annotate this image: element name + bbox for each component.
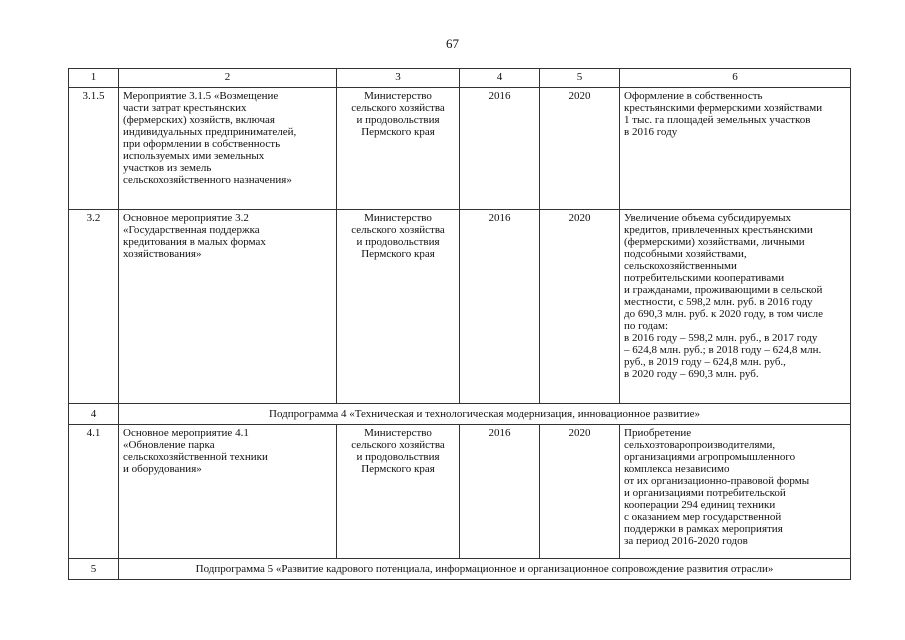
header-cell: 1: [69, 69, 119, 88]
row-end-year: 2020: [540, 425, 620, 559]
header-cell: 6: [620, 69, 851, 88]
header-cell: 5: [540, 69, 620, 88]
row-executor: Министерство сельского хозяйства и продовольствия Пермского края: [337, 88, 460, 210]
header-cell: 4: [460, 69, 540, 88]
row-executor: Министерство сельского хозяйства и продовольствия Пермского края: [337, 210, 460, 404]
page-number: 67: [446, 36, 459, 51]
row-result: Приобретение сельхозтоваропроизводителями, организациями агропромышленного комплекса независимо от их организационно-правовой формы и организациями потребительской кооперации 294 единиц техники с оказанием мер государственной поддержки в рамках мероприятия за период 2016-2020 годов: [620, 425, 851, 559]
subprogram-row: [69, 559, 851, 580]
subprogram-code: 5: [69, 559, 119, 580]
program-table: [68, 68, 851, 580]
row-name: Основное мероприятие 3.2 «Государственная поддержка кредитования в малых формах хозяйствования»: [119, 210, 337, 404]
row-code: 4.1: [69, 425, 119, 559]
row-end-year: 2020: [540, 210, 620, 404]
subprogram-row: [69, 404, 851, 425]
row-start-year: 2016: [460, 425, 540, 559]
table-row: [69, 210, 851, 404]
row-name: Основное мероприятие 4.1 «Обновление парка сельскохозяйственной техники и оборудования»: [119, 425, 337, 559]
header-row: [69, 69, 851, 88]
subprogram-code: 4: [69, 404, 119, 425]
row-start-year: 2016: [460, 210, 540, 404]
row-name: Мероприятие 3.1.5 «Возмещение части затрат крестьянских (фермерских) хозяйств, включая индивидуальных предпринимателей, при оформлении в собственность используемых ими земельных участков из земель сельскохозяйственного назначения»: [119, 88, 337, 210]
subprogram-title: Подпрограмма 5 «Развитие кадрового потенциала, информационное и организационное сопровождение развития отрасли»: [119, 559, 851, 580]
row-code: 3.1.5: [69, 88, 119, 210]
header-cell: 3: [337, 69, 460, 88]
row-result: Увеличение объема субсидируемых кредитов, привлеченных крестьянскими (фермерскими) хозяйствами, личными подсобными хозяйствами, сельскохозяйственными потребительскими кооперативами и гражданами, проживающими в сельской местности, с 598,2 млн. руб. в 2016 году до 690,3 млн. руб. к 2020 году, в том числе по годам: в 2016 году – 598,2 млн. руб., в 2017 году – 624,8 млн. руб.; в 2018 году – 624,8 млн. руб., в 2019 году – 624,8 млн. руб., в 2020 году – 690,3 млн. руб.: [620, 210, 851, 404]
row-end-year: 2020: [540, 88, 620, 210]
subprogram-title: Подпрограмма 4 «Техническая и технологическая модернизация, инновационное развитие»: [119, 404, 851, 425]
row-start-year: 2016: [460, 88, 540, 210]
row-code: 3.2: [69, 210, 119, 404]
table-row: [69, 88, 851, 210]
row-executor: Министерство сельского хозяйства и продовольствия Пермского края: [337, 425, 460, 559]
row-result: Оформление в собственность крестьянскими фермерскими хозяйствами 1 тыс. га площадей земельных участков в 2016 году: [620, 88, 851, 210]
header-cell: 2: [119, 69, 337, 88]
table-row: [69, 425, 851, 559]
